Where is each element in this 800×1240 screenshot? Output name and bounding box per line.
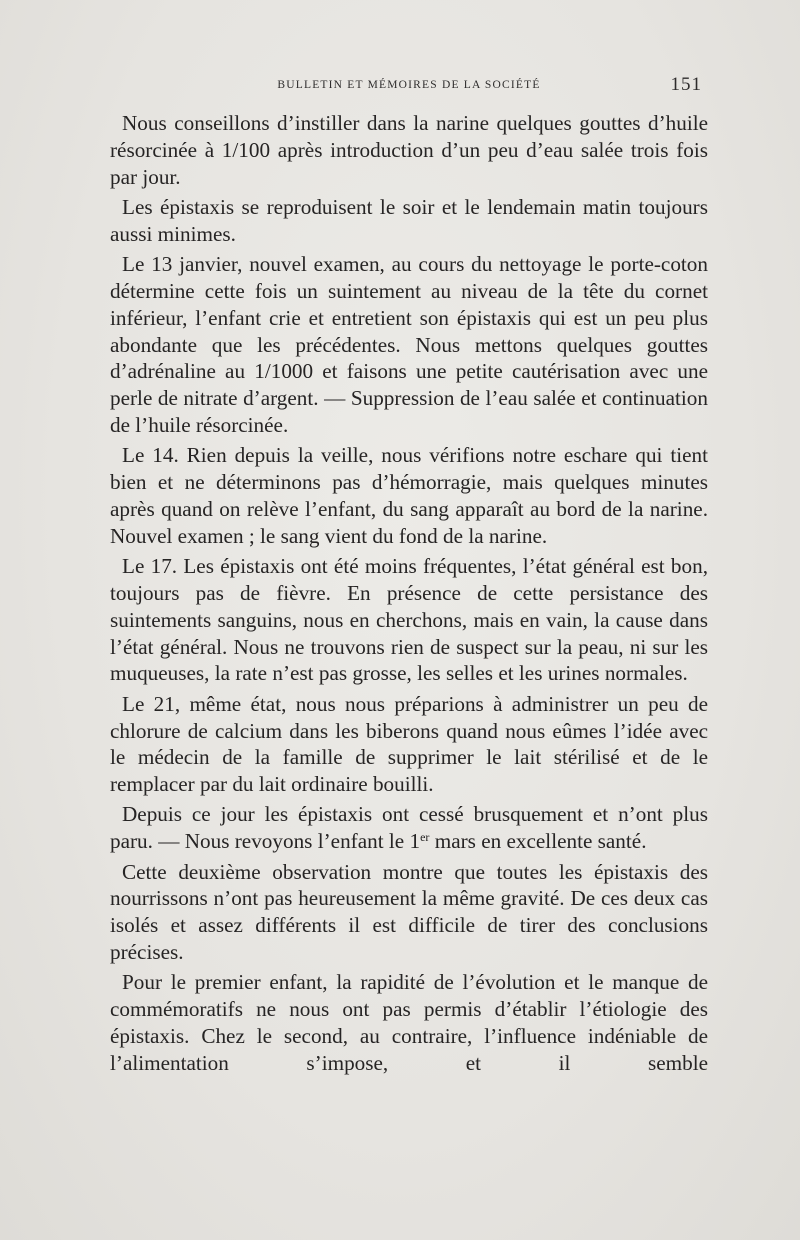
running-title: BULLETIN ET MÉMOIRES DE LA SOCIÉTÉ — [277, 79, 541, 91]
march-text-after: mars en excellente santé. — [429, 829, 647, 854]
paragraph-21: Le 21, même état, nous nous préparions à administrer un peu de chlorure de calcium dans les biberons quand nous eûmes l’idée avec le médecin de la famille de supprimer le lait stérilisé et de le remplacer par du lait ordinaire bouilli. — [110, 691, 708, 797]
paragraph-first-child: Pour le premier enfant, la rapidité de l’évolution et le manque de commémoratifs ne nous ont pas permis d’établir l’étiologie des épistaxis. Chez le second, au contraire, l’influence indéniable de l’alimentation s’impose, et il semble — [110, 970, 708, 1075]
march-text-before: Depuis ce jour les épistaxis ont cessé brusquement et n’ont plus paru. — Nous revoyons l’enfant le 1 — [110, 802, 708, 854]
paragraph-14: Le 14. Rien depuis la veille, nous vérifions notre eschare qui tient bien et ne déterminons pas d’hémorragie, mais quelques minutes après quand on relève l’enfant, du sang apparaît au bord de la narine. Nouvel examen ; le sang vient du fond de la narine. — [110, 443, 708, 548]
ordinal-superscript: er — [420, 830, 430, 845]
paragraph-epistaxis-recur: Les épistaxis se reproduisent le soir et le lendemain matin toujours aussi minimes. — [110, 194, 708, 246]
paragraph-17: Le 17. Les épistaxis ont été moins fréquentes, l’état général est bon, toujours pas de fièvre. En présence de cette persistance des suintements sanguins, nous en cherchons, mais en vain, la cause dans l’état général. Nous ne trouvons rien de suspect sur la peau, ni sur les muqueuses, la rate n’est pas grosse, les selles et les urines normales. — [110, 554, 708, 686]
running-head — [110, 74, 708, 98]
paragraph-second-observation: Cette deuxième observation montre que toutes les épistaxis des nourrissons n’ont pas heureusement la même gravité. De ces deux cas isolés et assez différents il est difficile de tirer des conclusions précises. — [110, 859, 708, 965]
paragraph-since-that-day — [110, 801, 708, 855]
paragraph-instillation: Nous conseillons d’instiller dans la narine quelques gouttes d’huile résorcinée à 1/100 après introduction d’un peu d’eau salée trois fois par jour. — [110, 111, 708, 189]
body-text — [110, 110, 708, 1077]
paragraph-13-january: Le 13 janvier, nouvel examen, au cours du nettoyage le porte-coton détermine cette fois un suintement au niveau de la tête du cornet inférieur, l’enfant crie et entretient son épistaxis qui est un peu plus abondante que les précédentes. Nous mettons quelques gouttes d’adrénaline au 1/1000 et faisons une petite cautérisation avec une perle de nitrate d’argent. — Suppression de l’eau salée et continuation de l’huile résorcinée. — [110, 252, 708, 437]
page-number: 151 — [670, 74, 702, 95]
